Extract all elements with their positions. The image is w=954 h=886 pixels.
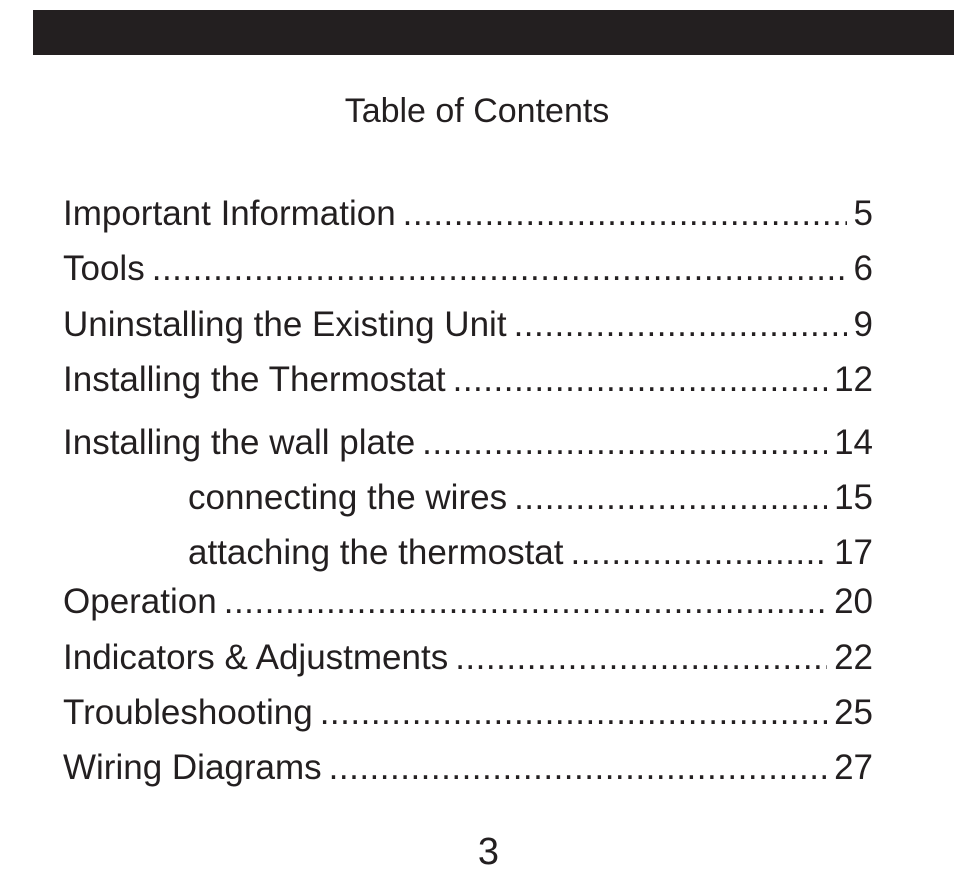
toc-entry-label: Troubleshooting <box>63 693 313 732</box>
toc-entry-label: Tools <box>63 249 145 288</box>
dot-leader <box>403 192 847 236</box>
toc-entry-label: Indicators & Adjustments <box>63 638 449 677</box>
dot-leader <box>224 580 827 624</box>
toc-entry-installing-wall-plate[interactable] <box>63 421 873 465</box>
page-title: Table of Contents <box>344 92 610 130</box>
toc-entry-installing-thermostat[interactable] <box>63 358 873 402</box>
toc-subentry-connecting-wires[interactable] <box>188 476 873 520</box>
toc-entry-page: 27 <box>834 748 873 787</box>
toc-entry-label: connecting the wires <box>188 478 508 517</box>
toc-entry-page: 25 <box>834 693 873 732</box>
toc-entry-page: 15 <box>834 478 873 517</box>
toc-entry-page: 14 <box>834 423 873 462</box>
toc-entry-tools[interactable] <box>63 247 873 291</box>
toc-entry-label: Important Information <box>63 194 396 233</box>
toc-entry-indicators-adjustments[interactable] <box>63 636 873 680</box>
toc-entry-page: 6 <box>853 249 873 288</box>
toc-entry-uninstalling-existing-unit[interactable] <box>63 303 873 347</box>
dot-leader <box>320 691 827 735</box>
dot-leader <box>571 531 828 575</box>
toc-entry-label: Wiring Diagrams <box>63 748 322 787</box>
dot-leader <box>514 303 847 347</box>
toc-entry-label: Uninstalling the Existing Unit <box>63 305 507 344</box>
toc-entry-wiring-diagrams[interactable] <box>63 746 873 790</box>
toc-subentry-attaching-thermostat[interactable] <box>188 531 873 575</box>
toc-entry-page: 20 <box>834 582 873 621</box>
page-number: 3 <box>477 831 500 873</box>
toc-entry-label: Installing the wall plate <box>63 423 416 462</box>
toc-entry-page: 9 <box>853 305 873 344</box>
dot-leader <box>453 358 827 402</box>
toc-entry-label: Operation <box>63 582 217 621</box>
dot-leader <box>514 476 827 520</box>
toc-entry-troubleshooting[interactable] <box>63 691 873 735</box>
toc-entry-label: attaching the thermostat <box>188 533 564 572</box>
dot-leader <box>329 746 827 790</box>
toc-entry-operation[interactable] <box>63 580 873 624</box>
toc-entry-page: 12 <box>834 360 873 399</box>
toc-entry-page: 17 <box>834 533 873 572</box>
toc-entry-page: 5 <box>853 194 873 233</box>
dot-leader <box>422 421 827 465</box>
dot-leader <box>455 636 827 680</box>
toc-entry-page: 22 <box>834 638 873 677</box>
toc-entry-important-information[interactable] <box>63 192 873 236</box>
dot-leader <box>152 247 847 291</box>
toc-entry-label: Installing the Thermostat <box>63 360 446 399</box>
